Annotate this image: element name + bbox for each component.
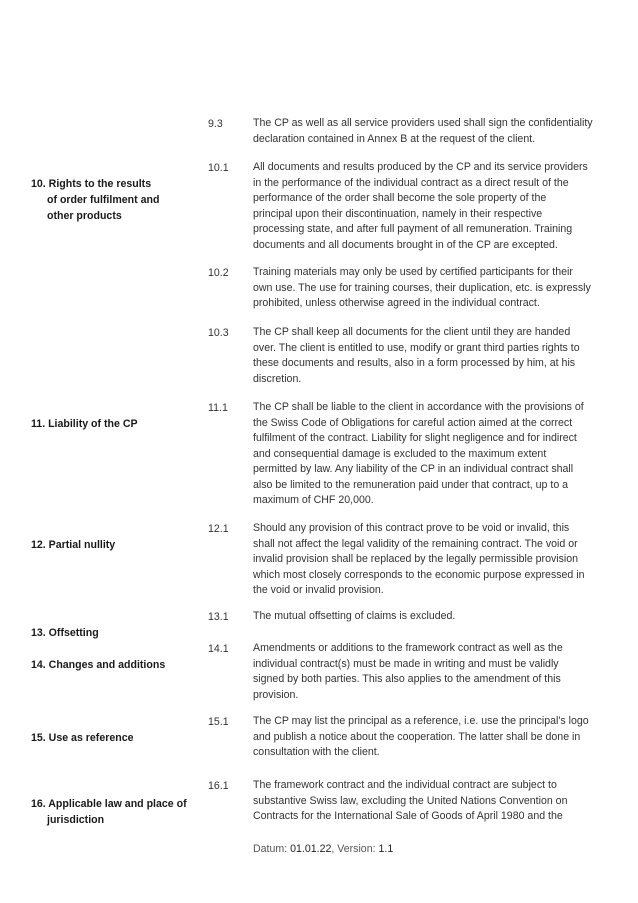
section-heading-line1: 10. Rights to the results [31, 178, 152, 190]
section-heading [31, 714, 206, 746]
section-heading [31, 609, 206, 641]
clause-text: The framework contract and the individual contract are subject to substantive Swiss law, excluding the United Nations Convention on Contracts for the International Sale of Goods of April 1980 and the [253, 779, 568, 822]
section-heading-line1: 11. Liability of the CP [31, 418, 138, 430]
clause-number: 13.1 [208, 611, 229, 623]
section-heading [31, 160, 206, 240]
footer-version-label: , Version: [331, 843, 376, 855]
clause-text: The CP may list the principal as a reference, i.e. use the principal's logo and publish a notice about the cooperation. The latter shall be done in consultation with the client. [253, 715, 589, 758]
section-heading-continuation: of order fulfilment and other products [47, 194, 160, 222]
clause-number: 15.1 [208, 716, 229, 728]
clause-number: 10.1 [208, 162, 229, 174]
section-heading-line1: 14. Changes and additions [31, 659, 166, 671]
section-heading [31, 521, 206, 553]
clause-number: 11.1 [208, 402, 228, 414]
clause-text: The CP as well as all service providers used shall sign the confidentiality declaration contained in Annex B at the request of the client. [253, 117, 593, 145]
clause-number: 10.3 [208, 327, 229, 339]
section-heading-line1: 12. Partial nullity [31, 539, 116, 551]
clause-number: 14.1 [208, 643, 229, 655]
clause-number: 10.2 [208, 267, 229, 279]
clause-number: 9.3 [208, 118, 223, 130]
section-heading-continuation: jurisdiction [47, 814, 105, 826]
section-heading-line1: 13. Offsetting [31, 627, 99, 639]
section-heading [31, 400, 206, 432]
section-heading-line1: 16. Applicable law and place of [31, 798, 187, 810]
section-heading [31, 780, 206, 844]
clause-number: 16.1 [208, 780, 229, 792]
clause-text: Should any provision of this contract prove to be void or invalid, this shall not affect the legal validity of the remaining contract. The void or invalid provision shall be replaced by the legally permissible provision which most closely corresponds to the economic purpose expressed in the void or invalid provision. [253, 522, 585, 596]
clause-text: The CP shall be liable to the client in accordance with the provisions of the Swiss Code of Obligations for careful action aimed at the correct fulfilment of the contract. Liability for slight negligence and for indirect and consequential damage is excluded to the maximum extent permitted by law. Any liability of the CP in an individual contract shall also be limited to the remuneration paid under that contract, up to a maximum of CHF 20,000. [253, 401, 584, 506]
clause-text: The mutual offsetting of claims is excluded. [253, 610, 456, 622]
footer-version-value: 1.1 [378, 843, 394, 855]
clause-number: 12.1 [208, 523, 229, 535]
footer-date-label: Datum: [253, 843, 288, 855]
section-heading [31, 641, 206, 673]
page-footer [253, 841, 393, 857]
clause-text: Training materials may only be used by certified participants for their own use. The use for training courses, their duplication, etc. is expressly prohibited, unless otherwise agreed in the individual contract. [253, 266, 591, 309]
clause-text: Amendments or additions to the framework contract as well as the individual contract(s) must be made in writing and must be validly signed by both parties. This also applies to the amendment of this provision. [253, 642, 563, 701]
footer-date-value: 01.01.22 [290, 843, 332, 855]
section-heading-line1: 15. Use as reference [31, 732, 134, 744]
clause-text: All documents and results produced by the CP and its service providers in the performance of the individual contract as a direct result of the performance of the order shall become the sole property of the principal upon their discontinuation, namely in their respective processing state, and after full payment of all remuneration. Training documents and all documents brought in of the CP are excepted. [253, 161, 588, 251]
clause-text: The CP shall keep all documents for the client until they are handed over. The client is entitled to use, modify or grant third parties rights to these documents and results, also in a form processed by him, at his discretion. [253, 326, 580, 385]
